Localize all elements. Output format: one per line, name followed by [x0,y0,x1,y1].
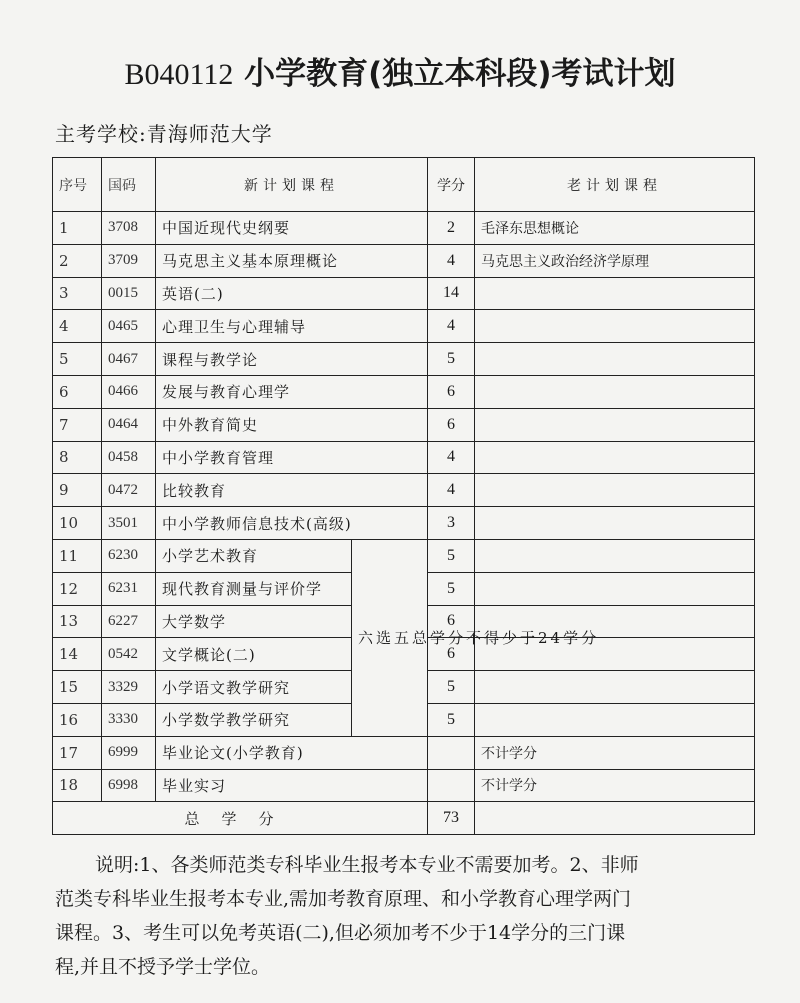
old-course-name [475,343,755,376]
table-header-row [53,158,755,212]
course-name: 现代教育测量与评价学 [156,572,352,605]
course-code: 6230 [102,539,156,572]
note-line-2: 范类专科毕业生报考本专业,需加考教育原理、和小学教育心理学两门 [55,888,632,910]
header-code: 国码 [102,158,156,212]
course-name: 中外教育简史 [156,408,428,441]
note-line-4: 程,并且不授予学士学位。 [55,956,271,978]
credit-value: 5 [428,539,475,572]
header-index: 序号 [53,158,102,212]
course-code: 6231 [102,572,156,605]
course-name: 毕业实习 [156,769,428,802]
course-code: 0458 [102,441,156,474]
total-row [53,802,755,835]
row-index: 9 [53,474,102,507]
course-code: 6227 [102,605,156,638]
note-line-1: 说明:1、各类师范类专科毕业生报考本专业不需要加考。2、非师 [95,854,639,876]
course-name: 心理卫生与心理辅导 [156,310,428,343]
course-code: 3329 [102,671,156,704]
course-code: 6998 [102,769,156,802]
row-index: 14 [53,638,102,671]
table-row [53,441,755,474]
credit-value: 6 [428,605,475,638]
course-name: 大学数学 [156,605,352,638]
row-index: 3 [53,277,102,310]
credit-value: 5 [428,343,475,376]
table-row [53,310,755,343]
course-code: 0467 [102,343,156,376]
row-index: 6 [53,375,102,408]
table-row [53,277,755,310]
course-name: 发展与教育心理学 [156,375,428,408]
note-line-3: 课程。3、考生可以免考英语(二),但必须加考不少于14学分的三门课 [55,922,626,944]
course-code: 0472 [102,474,156,507]
course-name: 小学语文教学研究 [156,671,352,704]
header-credit: 学分 [428,158,475,212]
old-course-name: 毛泽东思想概论 [475,212,755,245]
row-index: 13 [53,605,102,638]
elective-rule-note: 六选五总学分不得少于24学分 [352,539,428,736]
row-index: 18 [53,769,102,802]
credit-value: 4 [428,244,475,277]
school-label: 主考学校:青海师范大学 [55,122,273,146]
old-course-name [475,375,755,408]
old-course-name [475,703,755,736]
total-old-empty [475,802,755,835]
header-old-course: 老计划课程 [475,158,755,212]
old-course-name [475,507,755,540]
credit-value: 4 [428,474,475,507]
course-name: 文学概论(二) [156,638,352,671]
course-code: 3708 [102,212,156,245]
old-course-name [475,277,755,310]
total-label: 总学分 [53,802,428,835]
table-row [53,769,755,802]
credit-value: 4 [428,310,475,343]
course-code: 0465 [102,310,156,343]
course-name: 中国近现代史纲要 [156,212,428,245]
old-course-name [475,310,755,343]
row-index: 4 [53,310,102,343]
row-index: 10 [53,507,102,540]
old-course-name [475,441,755,474]
row-index: 17 [53,736,102,769]
credit-value: 5 [428,671,475,704]
course-name: 中小学教师信息技术(高级) [156,507,428,540]
old-course-name [475,408,755,441]
row-index: 12 [53,572,102,605]
row-index: 7 [53,408,102,441]
credit-value: 5 [428,572,475,605]
table-row [53,244,755,277]
course-name: 比较教育 [156,474,428,507]
old-course-name: 马克思主义政治经济学原理 [475,244,755,277]
course-name: 小学数学教学研究 [156,703,352,736]
course-code: 3501 [102,507,156,540]
course-code: 0015 [102,277,156,310]
old-course-name [475,572,755,605]
exam-plan-table [52,157,755,835]
row-index: 1 [53,212,102,245]
table-row [53,375,755,408]
old-course-name [475,539,755,572]
title-code: B040112 [124,58,234,91]
row-index: 2 [53,244,102,277]
table-row [53,507,755,540]
credit-value: 14 [428,277,475,310]
explanatory-note [55,848,755,984]
old-course-name [475,671,755,704]
course-code: 6999 [102,736,156,769]
table-row [53,474,755,507]
table-row [53,736,755,769]
old-course-name [475,474,755,507]
total-value: 73 [428,802,475,835]
row-index: 16 [53,703,102,736]
row-index: 8 [53,441,102,474]
table-row [53,539,755,572]
table-row [53,212,755,245]
course-code: 0542 [102,638,156,671]
course-name: 中小学教育管理 [156,441,428,474]
course-code: 0466 [102,375,156,408]
old-course-name: 不计学分 [475,736,755,769]
credit-value: 5 [428,703,475,736]
course-name: 马克思主义基本原理概论 [156,244,428,277]
credit-value [428,736,475,769]
credit-value: 2 [428,212,475,245]
course-name: 小学艺术教育 [156,539,352,572]
row-index: 11 [53,539,102,572]
course-code: 3330 [102,703,156,736]
credit-value [428,769,475,802]
credit-value: 6 [428,375,475,408]
header-new-course: 新计划课程 [156,158,428,212]
title-text: 小学教育(独立本科段)考试计划 [244,56,676,92]
credit-value: 6 [428,408,475,441]
row-index: 5 [53,343,102,376]
table-row [53,343,755,376]
table-row [53,408,755,441]
course-name: 课程与教学论 [156,343,428,376]
course-name: 毕业论文(小学教育) [156,736,428,769]
course-name: 英语(二) [156,277,428,310]
old-course-name: 不计学分 [475,769,755,802]
course-code: 0464 [102,408,156,441]
page-title [0,48,800,93]
course-code: 3709 [102,244,156,277]
row-index: 15 [53,671,102,704]
credit-value: 4 [428,441,475,474]
credit-value: 6 [428,638,475,671]
credit-value: 3 [428,507,475,540]
